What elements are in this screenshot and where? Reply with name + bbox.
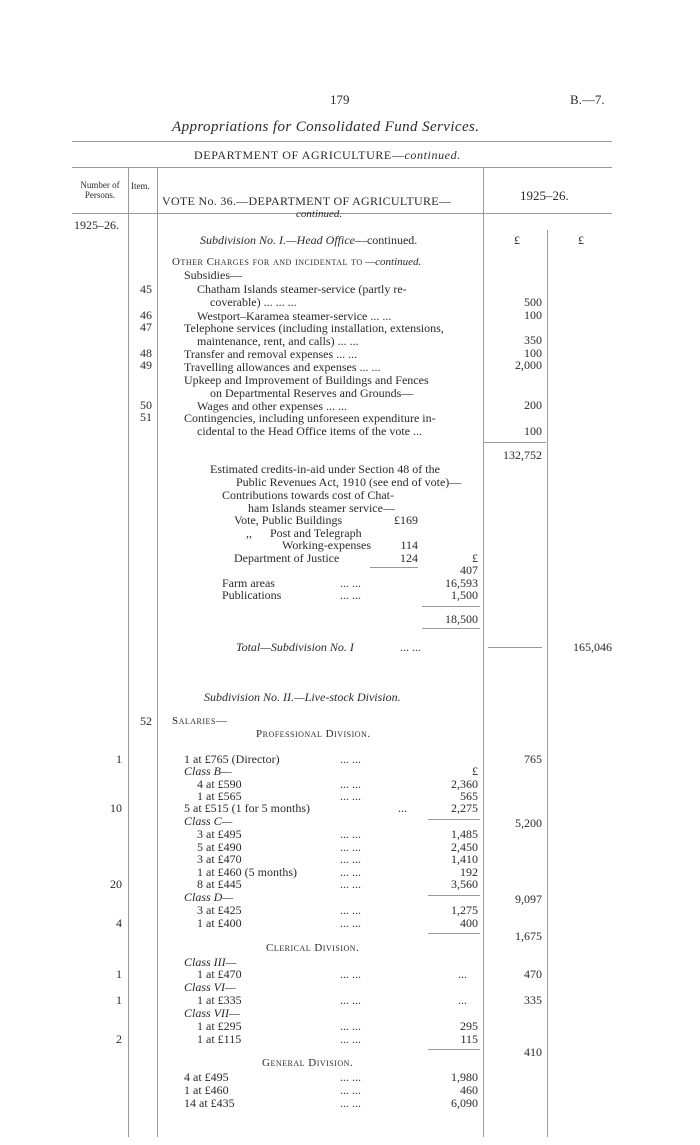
class-vii-total: 410 [524,1045,542,1059]
class-vii-label: Class VII— [184,1006,240,1020]
department-of-justice-amount: 124 [400,551,418,565]
salary-row-text: 1 at £565 [197,789,242,803]
item-number: 45 [140,282,152,296]
class-vii-rule [428,1049,480,1050]
line-item-text: coverable) ... ... ... [210,295,297,309]
salary-row-text: 1 at £295 [197,1019,242,1033]
salary-row-text: 3 at £425 [197,903,242,917]
clerical-division-heading: Clerical Division. [266,942,360,954]
other-charges-heading [172,256,421,268]
publications-label: Publications [222,588,282,602]
ditto-mark: ,, [246,526,252,540]
credits-rule [422,606,480,607]
leader-dots: ... ... [340,1083,361,1097]
salary-sub-amount: 565 [460,789,478,803]
pound-sign: £ [472,764,478,778]
vote-title: VOTE No. 36.—DEPARTMENT OF AGRICULTURE— [162,194,452,208]
leader-dots: ... [458,967,467,981]
subtotal-amount: 132,752 [503,448,542,462]
item-number: 50 [140,398,152,412]
subtotal-rule [484,442,546,443]
line-item-text: Telephone services (including installation, extensions, [184,321,444,335]
salary-sub-amount: 3,560 [451,877,478,891]
salary-row-text: 1 at £460 [184,1083,229,1097]
line-item-text: Transfer and removal expenses ... ... [184,347,358,361]
header-rule [72,141,612,142]
department-name: DEPARTMENT OF AGRICULTURE— [194,148,405,162]
persons-count: 20 [110,877,122,891]
salary-row-text: 1 at £470 [197,967,242,981]
leader-dots: ... ... [340,967,361,981]
post-telegraph-cont: Working-expenses [282,538,372,552]
line-item-amount: 500 [524,295,542,309]
leader-dots: ... ... [340,752,361,766]
leader-dots: ... ... [340,993,361,1007]
subdivision-one-total: 165,046 [573,640,612,654]
leader-dots: ... ... [340,916,361,930]
page-number: 179 [330,92,350,107]
item-number: 52 [140,714,152,728]
leader-dots: ... ... [340,1070,361,1084]
subdivision-one-heading [200,233,417,248]
credits-rule-bottom [422,628,480,629]
vote-public-buildings: Vote, Public Buildings [234,513,343,527]
contributions-total: 407 [460,563,478,577]
department-continued: continued. [404,148,461,162]
salary-sub-amount: 192 [460,865,478,879]
salary-row-text: 8 at £445 [197,877,242,891]
leader-dots: ... ... [340,588,361,602]
amount-column-divider [547,230,548,1137]
salary-sub-amount: 1,275 [451,903,478,917]
class-b-total: 5,200 [515,816,542,830]
salary-sub-amount: 1,410 [451,852,478,866]
professional-division-heading: Professional Division. [256,728,371,740]
class-b-rule [428,819,480,820]
line-item-text: maintenance, rent, and calls) ... ... [197,334,359,348]
salary-row-text: 14 at £435 [184,1096,235,1110]
line-item-amount: 2,000 [515,358,542,372]
leader-dots: ... ... [340,877,361,891]
pound-sign-right: £ [578,233,584,247]
salary-row-text: 1 at £765 (Director) [184,752,280,766]
persons-column-divider [128,167,129,1137]
persons-year: 1925–26. [74,218,119,232]
salary-sub-amount: 460 [460,1083,478,1097]
class-b-label: Class B— [184,764,232,778]
salary-sub-amount: 2,450 [451,840,478,854]
leader-dots: ... ... [340,1032,361,1046]
salary-sub-amount: 2,275 [451,801,478,815]
leader-dots: ... [458,993,467,1007]
contributions-heading-cont: ham Islands steamer service— [248,501,395,515]
salary-row-text: 5 at £490 [197,840,242,854]
salary-sub-amount: 295 [460,1019,478,1033]
salary-row-text: 1 at £115 [197,1032,242,1046]
pound-sign-left: £ [514,233,520,247]
credits-in-aid-heading: Estimated credits-in-aid under Section 48 of the [210,462,440,476]
leader-dots: ... ... [340,903,361,917]
item-number: 49 [140,358,152,372]
publications-amount: 1,500 [451,588,478,602]
class-d-total: 1,675 [515,929,542,943]
item-number: 46 [140,308,152,322]
leader-dots: ... ... [340,840,361,854]
credits-in-aid-heading-cont: Public Revenues Act, 1910 (see end of vote)— [236,475,462,489]
leader-dots: ... ... [340,777,361,791]
salary-sub-amount: 2,360 [451,777,478,791]
leader-dots: ... ... [340,852,361,866]
leader-dots: ... ... [340,827,361,841]
class-vi-label: Class VI— [184,980,236,994]
line-item-amount: 200 [524,398,542,412]
subdivision-one-total-label: Total—Subdivision No. I [236,640,354,654]
line-item-text: cidental to the Head Office items of the vote ... [197,424,423,438]
line-item-amount: 350 [524,333,542,347]
persons-count: 1 [116,752,122,766]
post-telegraph: Post and Telegraph [270,526,362,540]
salary-row-text: 3 at £495 [197,827,242,841]
line-item-amount: 100 [524,346,542,360]
line-item-amount: 100 [524,308,542,322]
salary-row-text: 5 at £515 (1 for 5 months) [184,801,310,815]
post-telegraph-amount: 114 [400,538,418,552]
persons-count: 4 [116,916,122,930]
persons-count: 1 [116,967,122,981]
general-division-heading: General Division. [262,1057,354,1069]
persons-count: 10 [110,801,122,815]
salary-amount: 470 [524,967,542,981]
subsidies-label: Subsidies— [184,268,243,282]
report-reference: B.—7. [570,92,605,107]
line-item-text: Wages and other expenses ... ... [197,399,347,413]
leader-dots: ... ... [340,865,361,879]
salaries-heading: Salaries— [172,715,228,727]
class-c-label: Class C— [184,814,233,828]
item-number: 51 [140,410,152,424]
item-number: 48 [140,346,152,360]
credits-total: 18,500 [445,612,478,626]
class-iii-label: Class III— [184,955,237,969]
farm-areas-amount: 16,593 [445,576,478,590]
upkeep-heading-cont: on Departmental Reserves and Grounds— [210,386,414,400]
leader-dots: ... ... [340,576,361,590]
leader-dots: ... ... [340,1019,361,1033]
line-item-text: Westport–Karamea steamer-service ... ... [197,309,392,323]
table-top-rule [72,167,612,168]
subdivision-one-title: Subdivision No. I.—Head Office [200,233,355,247]
total-dash [488,647,542,648]
line-item-text: Contingencies, including unforeseen expenditure in- [184,411,436,425]
leader-dots: ... ... [340,789,361,803]
subdivision-two-heading: Subdivision No. II.—Live-stock Division. [204,690,401,704]
salary-row-text: 4 at £495 [184,1070,229,1084]
salary-amount: 765 [524,752,542,766]
farm-areas-label: Farm areas [222,576,275,590]
other-charges-continued: —continued. [362,256,422,268]
salary-amount: 335 [524,993,542,1007]
class-c-total: 9,097 [515,892,542,906]
salary-row-text: 1 at £460 (5 months) [197,865,297,879]
page-title: Appropriations for Consolidated Fund Services. [172,119,480,135]
salary-sub-amount: 1,980 [451,1070,478,1084]
salary-row-text: 4 at £590 [197,777,242,791]
salary-sub-amount: 1,485 [451,827,478,841]
line-item-text: Chatham Islands steamer-service (partly re- [197,282,407,296]
department-heading [194,148,461,163]
leader-dots: ... ... [400,640,421,654]
upkeep-heading: Upkeep and Improvement of Buildings and Fences [184,373,429,387]
class-d-rule [428,933,480,934]
details-column-divider [483,167,484,1137]
item-column-divider [157,167,158,1137]
pound-sign: £ [472,551,478,565]
salary-sub-amount: 400 [460,916,478,930]
item-number: 47 [140,320,152,334]
line-item-amount: 100 [524,424,542,438]
year-column-header: 1925–26. [520,188,569,203]
contributions-heading: Contributions towards cost of Chat- [222,488,394,502]
vote-public-buildings-amount: £169 [394,513,418,527]
persons-count: 1 [116,993,122,1007]
salary-sub-amount: 115 [460,1032,478,1046]
item-header: Item. [131,181,150,191]
salary-row-text: 1 at £400 [197,916,242,930]
vote-continued: continued. [296,208,343,220]
other-charges-label: Other Charges for and incidental to [172,256,363,268]
number-of-persons-header: Number of Persons. [80,180,120,200]
salary-row-text: 1 at £335 [197,993,242,1007]
leader-dots: ... ... [340,1096,361,1110]
persons-count: 2 [116,1032,122,1046]
class-d-label: Class D— [184,890,234,904]
subdivision-one-continued: —continued. [354,233,418,247]
salary-sub-amount: 6,090 [451,1096,478,1110]
line-item-text: Travelling allowances and expenses ... ... [184,360,381,374]
contributions-rule [370,567,418,568]
salary-row-text: 3 at £470 [197,852,242,866]
class-c-rule [428,895,480,896]
leader-dots: ... [398,801,407,815]
department-of-justice: Department of Justice [234,551,340,565]
